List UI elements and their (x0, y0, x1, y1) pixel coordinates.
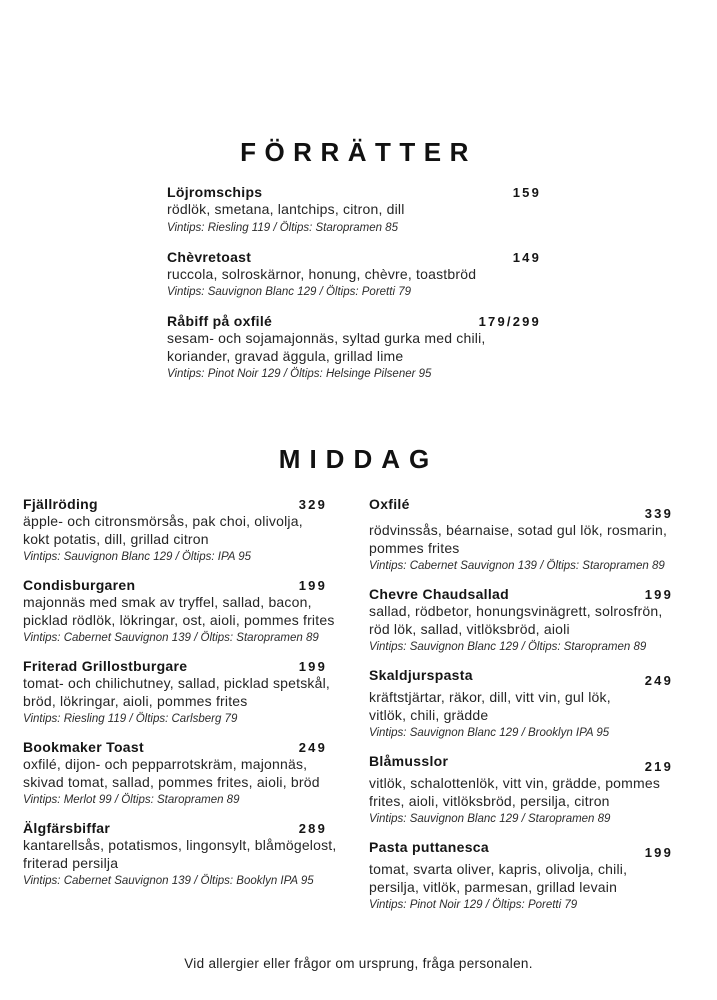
description-line: skivad tomat, sallad, pommes frites, aioli, bröd (23, 773, 320, 790)
item-description (369, 689, 701, 724)
item-drink-tips: Vintips: Cabernet Sauvignon 139 / Öltips: Staropramen 89 (23, 632, 319, 644)
description-line: picklad rödlök, lökringar, ost, aioli, pommes frites (23, 611, 335, 628)
middag-section (0, 496, 717, 925)
item-price: 339 (644, 506, 673, 521)
item-price: 249 (644, 673, 673, 688)
item-price: 149 (512, 249, 541, 265)
item-drink-tips: Vintips: Sauvignon Blanc 129 / Öltips: IPA 95 (23, 551, 252, 563)
description-line: pommes frites (369, 539, 460, 556)
item-header (369, 753, 701, 775)
description-line: koriander, gravad äggula, grillad lime (167, 347, 404, 364)
menu-item (167, 184, 541, 236)
item-header (23, 577, 355, 594)
item-price: 219 (644, 759, 673, 774)
item-header (167, 313, 541, 330)
middag-left-column (23, 496, 355, 925)
description-line: tomat- och chilichutney, sallad, picklad spetskål, (23, 675, 330, 691)
description-line: sesam- och sojamajonnäs, syltad gurka med chili, (167, 330, 486, 346)
description-line: kräftstjärtar, räkor, dill, vitt vin, gul lök, (369, 689, 611, 705)
item-description (23, 513, 355, 548)
item-drink-tips: Vintips: Sauvignon Blanc 129 / Öltips: Poretti 79 (167, 286, 411, 298)
item-drink-tips: Vintips: Sauvignon Blanc 129 / Öltips: Staropramen 89 (369, 641, 647, 653)
item-description (167, 266, 541, 284)
description-line: frites, aioli, vitlöksbröd, persilja, citron (369, 792, 610, 809)
description-line: majonnäs med smak av tryffel, sallad, bacon, (23, 594, 312, 610)
menu-item (369, 839, 701, 913)
item-drink-tips: Vintips: Riesling 119 / Öltips: Staropramen 85 (167, 221, 398, 234)
description-line: bröd, lökringar, aioli, pommes frites (23, 692, 248, 709)
item-header (369, 586, 701, 603)
description-line: rödlök, smetana, lantchips, citron, dill (167, 201, 405, 217)
middag-right-column (369, 496, 701, 925)
item-description (167, 201, 541, 219)
item-drink-tips: Vintips: Pinot Noir 129 / Öltips: Poretti 79 (369, 899, 578, 911)
menu-item (369, 586, 701, 655)
item-title: Pasta puttanesca (369, 839, 489, 855)
item-description (167, 330, 541, 365)
item-description (369, 775, 701, 810)
menu-item (23, 577, 355, 646)
item-description (369, 522, 701, 557)
item-price: 199 (298, 578, 327, 593)
item-description (23, 756, 355, 791)
description-line: tomat, svarta oliver, kapris, olivolja, chili, (369, 861, 628, 877)
item-drink-tips: Vintips: Sauvignon Blanc 129 / Staropramen 89 (369, 813, 611, 825)
section-title-middag: MIDDAG (278, 444, 439, 474)
item-drink-tips: Vintips: Pinot Noir 129 / Öltips: Helsinge Pilsener 95 (167, 368, 432, 380)
item-price: 199 (298, 659, 327, 674)
item-header (23, 820, 355, 837)
item-title: Friterad Grillostburgare (23, 658, 188, 674)
item-header (369, 496, 701, 522)
item-description (23, 594, 355, 629)
allergy-note: Vid allergier eller frågor om ursprung, fråga personalen. (184, 956, 533, 971)
item-price: 199 (644, 587, 673, 602)
item-header (23, 496, 355, 513)
item-price: 289 (298, 821, 327, 836)
description-line: vitlök, schalottenlök, vitt vin, grädde, pommes (369, 775, 661, 791)
item-title: Skaldjurspasta (369, 667, 473, 683)
menu-item (167, 249, 541, 301)
item-price: 249 (298, 740, 327, 755)
item-header (369, 667, 701, 689)
description-line: oxfilé, dijon- och pepparrotskräm, majonnäs, (23, 756, 308, 772)
description-line: röd lök, sallad, vitlöksbröd, aioli (369, 620, 570, 637)
description-line: rödvinssås, béarnaise, sotad gul lök, rosmarin, (369, 522, 668, 538)
item-drink-tips: Vintips: Merlot 99 / Öltips: Staropramen 89 (23, 794, 240, 806)
item-title: Condisburgaren (23, 577, 136, 593)
item-title: Blåmusslor (369, 753, 449, 769)
description-line: ruccola, solroskärnor, honung, chèvre, toastbröd (167, 265, 477, 282)
item-title: Fjällröding (23, 496, 98, 512)
item-description (369, 603, 701, 638)
item-drink-tips: Vintips: Sauvignon Blanc 129 / Brooklyn IPA 95 (369, 727, 610, 739)
description-line: vitlök, chili, grädde (369, 706, 489, 723)
item-title: Löjromschips (167, 184, 263, 200)
item-title: Råbiff på oxfilé (167, 313, 273, 329)
description-line: friterad persilja (23, 854, 119, 871)
description-line: sallad, rödbetor, honungsvinägrett, solrosfrön, (369, 603, 663, 619)
item-drink-tips: Vintips: Cabernet Sauvignon 139 / Öltips: Booklyn IPA 95 (23, 875, 314, 887)
item-title: Bookmaker Toast (23, 739, 144, 755)
item-header (369, 839, 701, 861)
menu-item (369, 667, 701, 741)
section-title-forratter: FÖRRÄTTER (240, 137, 477, 167)
item-title: Oxfilé (369, 496, 410, 512)
item-title: Chevre Chaudsallad (369, 586, 509, 602)
menu-item (23, 658, 355, 727)
menu-item (23, 820, 355, 889)
item-description (23, 675, 355, 710)
description-line: persilja, vitlök, parmesan, grillad levain (369, 878, 618, 895)
description-line: äpple- och citronsmörsås, pak choi, olivolja, (23, 513, 303, 529)
menu-item (23, 739, 355, 808)
description-line: kokt potatis, dill, grillad citron (23, 530, 209, 547)
menu-item (167, 313, 541, 382)
item-description (23, 837, 355, 872)
item-title: Älgfärsbiffar (23, 820, 111, 836)
item-price: 179/299 (478, 314, 541, 329)
item-title: Chèvretoast (167, 248, 252, 265)
item-price: 159 (512, 185, 541, 200)
item-header (167, 184, 541, 201)
item-header (167, 249, 541, 266)
item-header (23, 658, 355, 675)
item-description (369, 861, 701, 896)
menu-item (369, 496, 701, 574)
item-price: 199 (644, 845, 673, 860)
description-line: kantarellsås, potatismos, lingonsylt, blåmögelost, (23, 837, 337, 853)
menu-item (369, 753, 701, 827)
item-drink-tips: Vintips: Cabernet Sauvignon 139 / Öltips: Staropramen 89 (369, 560, 665, 572)
forratter-section (167, 184, 541, 382)
menu-item (23, 496, 355, 565)
item-header (23, 739, 355, 756)
item-price: 329 (298, 497, 327, 512)
item-drink-tips: Vintips: Riesling 119 / Öltips: Carlsberg 79 (23, 713, 238, 725)
